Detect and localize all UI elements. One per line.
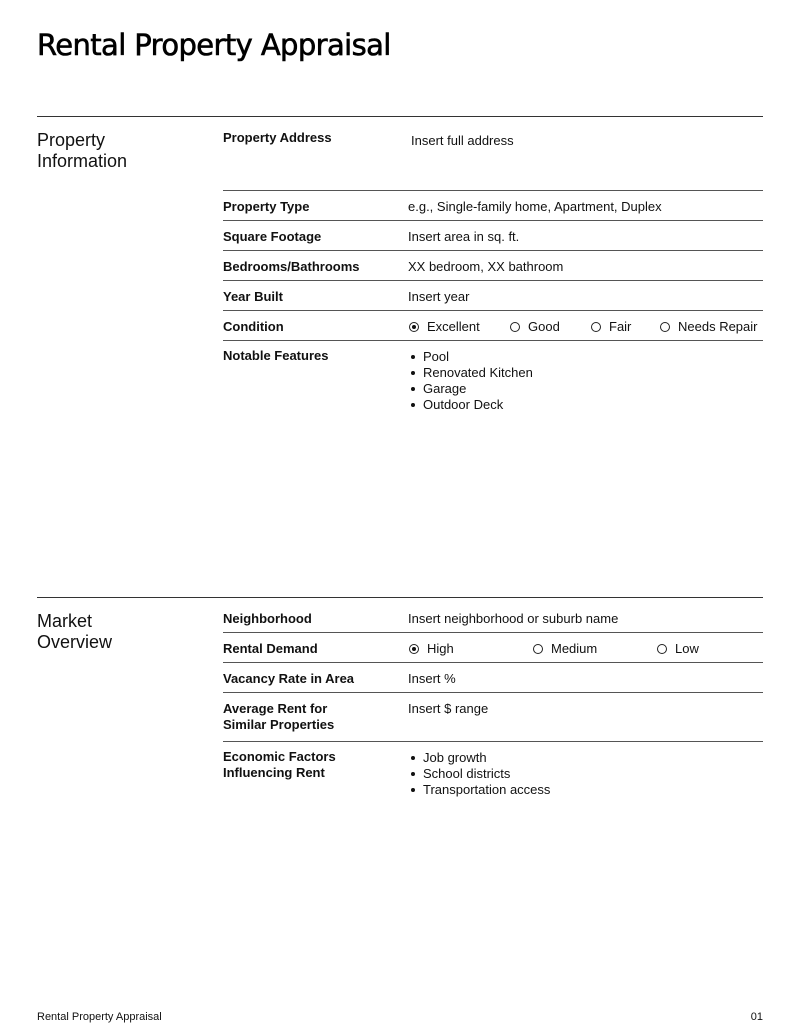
bedrooms-field[interactable]: XX bedroom, XX bathroom [408,259,564,274]
neighborhood-field[interactable]: Insert neighborhood or suburb name [408,611,619,626]
list-item: Transportation access [408,782,550,798]
bullet-icon [411,788,415,792]
list-item: Renovated Kitchen [408,365,533,381]
radio-icon[interactable] [591,322,601,332]
average-rent-label: Average Rent for Similar Properties [223,701,335,732]
neighborhood-label: Neighborhood [223,611,312,626]
condition-option-fair[interactable]: Fair [591,319,631,335]
page-number: 01 [750,1011,763,1023]
vacancy-rate-label: Vacancy Rate in Area [223,671,355,686]
section-divider [37,116,763,117]
row-divider [223,190,763,191]
radio-icon[interactable] [657,644,667,654]
list-item: Outdoor Deck [408,397,533,413]
property-type-field[interactable]: e.g., Single-family home, Apartment, Duplex [408,199,662,214]
row-divider [223,692,763,693]
demand-option-high[interactable]: High [409,641,454,657]
average-rent-field[interactable]: Insert $ range [408,701,489,716]
row-divider [223,310,763,311]
list-item: Pool [408,349,533,365]
row-divider [223,280,763,281]
bullet-icon [411,756,415,760]
demand-option-medium[interactable]: Medium [533,641,597,657]
condition-label: Condition [223,319,284,334]
section-title-property: Property Information [37,130,128,171]
bedrooms-label: Bedrooms/Bathrooms [223,259,360,274]
radio-icon[interactable] [660,322,670,332]
list-item: Job growth [408,750,550,766]
year-built-field[interactable]: Insert year [408,289,470,304]
economic-factors-list [408,750,550,798]
radio-selected-icon[interactable] [409,322,419,332]
bullet-icon [411,403,415,407]
condition-option-excellent[interactable]: Excellent [409,319,480,335]
bullet-icon [411,371,415,375]
radio-icon[interactable] [510,322,520,332]
row-divider [223,220,763,221]
rental-demand-label: Rental Demand [223,641,318,656]
list-item: School districts [408,766,550,782]
list-item: Garage [408,381,533,397]
economic-factors-label: Economic Factors Influencing Rent [223,749,336,780]
section-divider [37,597,763,598]
square-footage-label: Square Footage [223,229,322,244]
property-address-field[interactable]: Insert full address [411,133,514,148]
row-divider [223,632,763,633]
notable-features-list [408,349,533,413]
footer-title: Rental Property Appraisal [37,1011,162,1023]
section-title-market: Market Overview [37,611,113,652]
notable-features-label: Notable Features [223,348,329,363]
square-footage-field[interactable]: Insert area in sq. ft. [408,229,520,244]
property-address-label: Property Address [223,130,332,145]
radio-icon[interactable] [533,644,543,654]
condition-option-needs-repair[interactable]: Needs Repair [660,319,758,335]
year-built-label: Year Built [223,289,283,304]
row-divider [223,250,763,251]
bullet-icon [411,387,415,391]
condition-option-good[interactable]: Good [510,319,560,335]
row-divider [223,340,763,341]
property-type-label: Property Type [223,199,310,214]
bullet-icon [411,772,415,776]
demand-option-low[interactable]: Low [657,641,699,657]
row-divider [223,662,763,663]
vacancy-rate-field[interactable]: Insert % [408,671,456,686]
row-divider [223,741,763,742]
radio-selected-icon[interactable] [409,644,419,654]
bullet-icon [411,355,415,359]
page-title: Rental Property Appraisal [37,28,391,62]
